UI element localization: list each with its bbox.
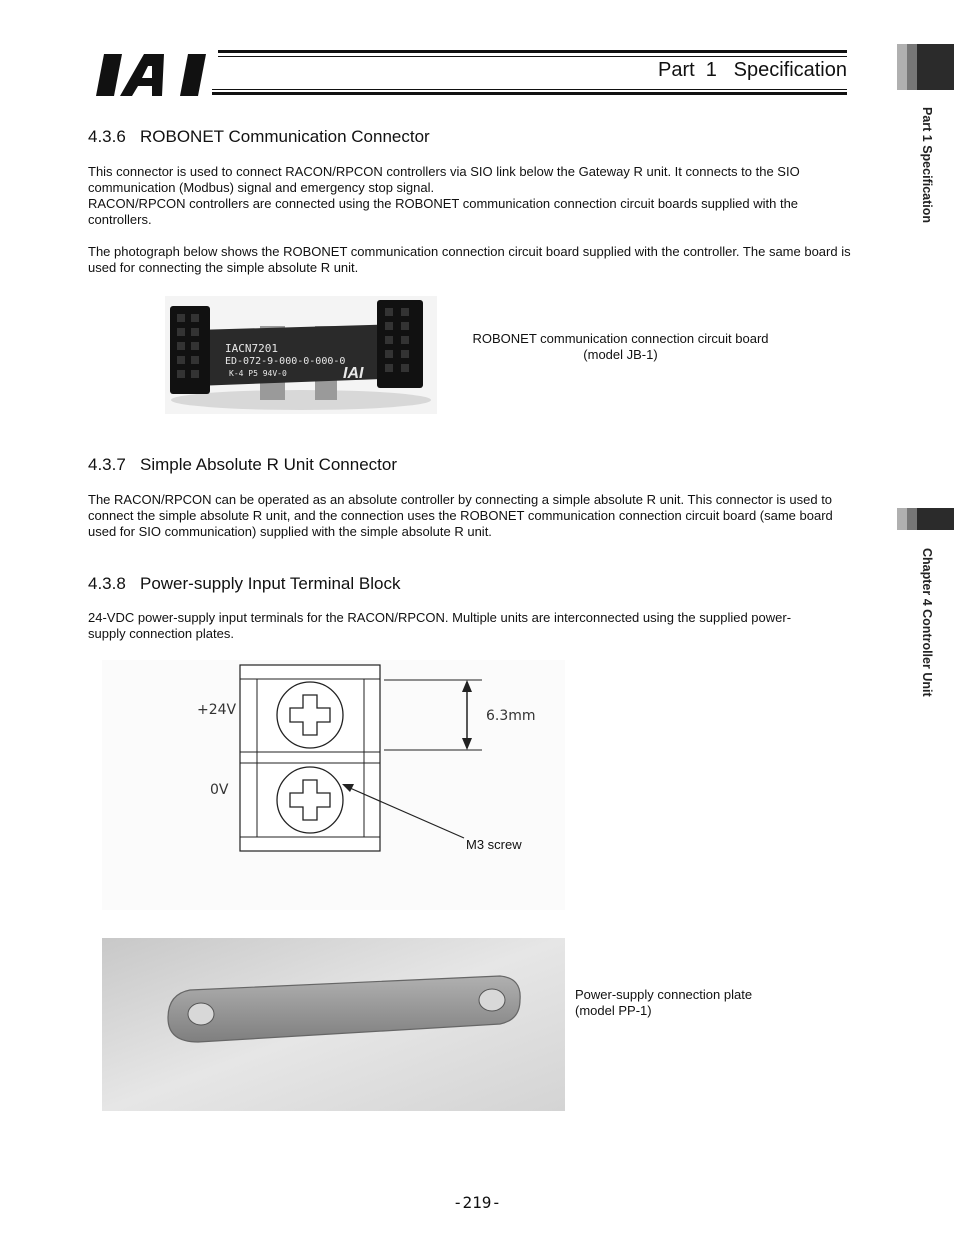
robonet-board-photo xyxy=(165,296,437,414)
header-rule-top-thin xyxy=(218,56,847,57)
header-rule-bottom xyxy=(212,92,847,95)
plate-caption-line1: Power-supply connection plate xyxy=(575,987,753,1002)
robonet-paragraph-1: This connector is used to connect RACON/RPCON controllers via SIO link below the Gateway R unit. It connects to the SIO communication (Modbus) signal and emergency stop signal. xyxy=(88,164,800,195)
connection-plate-photo xyxy=(102,938,565,1111)
header-rule-bottom-thin xyxy=(212,89,847,90)
plate-caption-line2: (model PP-1) xyxy=(575,1003,652,1018)
section-heading-robonet: 4.3.6 ROBONET Communication Connector xyxy=(88,127,430,146)
robonet-board-caption xyxy=(448,331,793,363)
part-tab-marker xyxy=(897,44,954,90)
simple-absolute-paragraph: The RACON/RPCON can be operated as an absolute controller by connecting a simple absolute R unit. This connector is used to connect the simple absolute R unit, and the connection uses the ROBONET communication connection circuit board (same board used for SIO communication) supplied with the simple absolute R unit. xyxy=(88,492,833,539)
terminal-block-diagram xyxy=(102,660,565,910)
side-label-chapter: Chapter 4 Controller Unit xyxy=(920,548,934,697)
board-logo: IAI xyxy=(343,365,364,382)
plate-caption xyxy=(575,987,835,1019)
power-supply-paragraph: 24-VDC power-supply input terminals for the RACON/RPCON. Multiple units are interconnected using the supplied power-supply connection plates. xyxy=(88,610,792,641)
board-text-rating: K-4 P5 94V-0 xyxy=(229,369,287,378)
robonet-paragraph-2: RACON/RPCON controllers are connected using the ROBONET communication connection circuit boards supplied with the controllers. xyxy=(88,196,799,227)
robonet-caption-line2: (model JB-1) xyxy=(583,347,658,362)
screw-label: M3 screw xyxy=(466,837,522,852)
section-heading-power-supply: 4.3.8 Power-supply Input Terminal Block xyxy=(88,574,401,593)
page-header-title: Part 1 Specification xyxy=(658,59,847,81)
section-heading-simple-absolute: 4.3.7 Simple Absolute R Unit Connector xyxy=(88,455,397,474)
robonet-paragraph-3: The photograph below shows the ROBONET communication connection circuit board supplied with the controller. The same board is used for connecting the simple absolute R unit. xyxy=(88,244,851,275)
board-text-part: IACN7201 xyxy=(225,342,278,355)
board-text-code: ED-072-9-000-0-000-0 xyxy=(225,356,346,367)
iai-logo xyxy=(96,52,214,98)
terminal-label-0v: 0V xyxy=(210,782,229,798)
chapter-tab-marker xyxy=(897,508,954,530)
robonet-caption-line1: ROBONET communication connection circuit board xyxy=(472,331,769,346)
page-number: -219- xyxy=(452,1193,502,1212)
side-label-part: Part 1 Specification xyxy=(920,107,934,224)
terminal-label-24v: +24V xyxy=(197,702,237,718)
dimension-label: 6.3mm xyxy=(486,708,536,724)
header-rule-top xyxy=(218,50,847,53)
